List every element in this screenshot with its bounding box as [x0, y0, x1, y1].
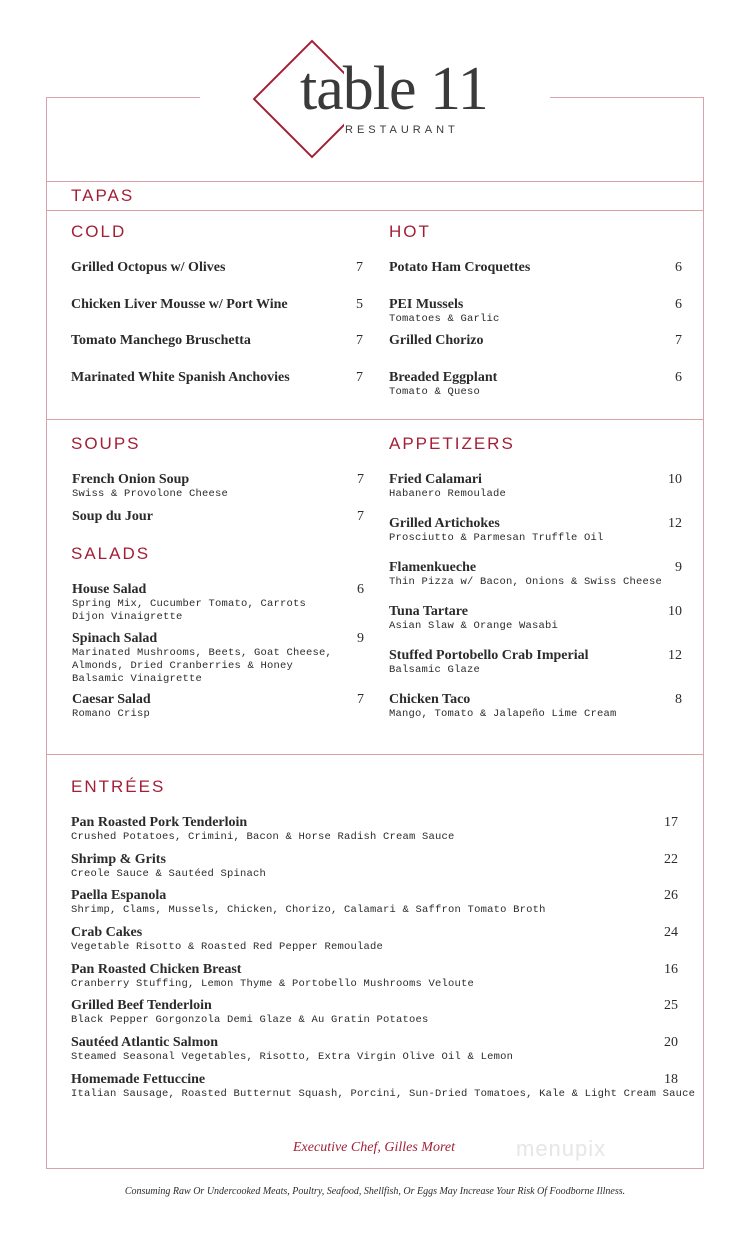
- menu-item-description: Steamed Seasonal Vegetables, Risotto, Extra Virgin Olive Oil & Lemon: [71, 1051, 514, 1063]
- menu-item-name: Tomato Manchego Bruschetta: [71, 333, 251, 348]
- menu-item: [72, 582, 306, 624]
- menu-item-price: 10: [668, 472, 682, 487]
- menu-item-price: 17: [664, 815, 678, 830]
- section-entrees: ENTRÉES: [71, 777, 166, 796]
- menu-item-price: 7: [357, 692, 364, 707]
- menu-item-name: Chicken Liver Mousse w/ Port Wine: [71, 297, 288, 312]
- menu-item: [72, 631, 332, 686]
- menu-item: [72, 472, 228, 501]
- menu-item-name: Pan Roasted Pork Tenderloin: [71, 815, 248, 830]
- menu-item-name: French Onion Soup: [72, 472, 190, 487]
- menu-item-price: 8: [675, 692, 682, 707]
- menu-item: [389, 604, 558, 633]
- menu-item: [389, 297, 500, 326]
- menu-item-description: Cranberry Stuffing, Lemon Thyme & Portobello Mushrooms Veloute: [71, 978, 475, 990]
- menu-item: [71, 962, 474, 991]
- menu-item-name: Breaded Eggplant: [389, 370, 498, 385]
- menu-item-description: Tomato & Queso: [389, 386, 481, 398]
- menu-item: [389, 692, 617, 721]
- menu-item: [71, 370, 290, 386]
- menu-item-description: Black Pepper Gorgonzola Demi Glaze & Au Gratin Potatoes: [71, 1014, 429, 1026]
- menu-item: [71, 925, 383, 954]
- menu-item: [71, 1035, 513, 1064]
- menu-item-description: Spring Mix, Cucumber Tomato, Carrots: [72, 598, 307, 610]
- menu-item-price: 12: [668, 516, 682, 531]
- menu-item-name: Grilled Beef Tenderloin: [71, 998, 212, 1013]
- menu-item-description: Prosciutto & Parmesan Truffle Oil: [389, 532, 604, 544]
- section-appetizers: APPETIZERS: [389, 434, 515, 453]
- menu-item-price: 7: [357, 509, 364, 524]
- menu-item-name: Grilled Artichokes: [389, 516, 500, 531]
- menu-item: [71, 852, 266, 881]
- menu-item-name: Pan Roasted Chicken Breast: [71, 962, 242, 977]
- menu-item-price: 7: [356, 333, 363, 348]
- menu-item-name: Crab Cakes: [71, 925, 143, 940]
- menu-item-price: 12: [668, 648, 682, 663]
- menu-item-description: Balsamic Vinaigrette: [72, 673, 203, 685]
- menu-item-price: 7: [356, 370, 363, 385]
- menu-item-name: Shrimp & Grits: [71, 852, 166, 867]
- menu-item-description: Asian Slaw & Orange Wasabi: [389, 620, 559, 632]
- menu-item: [389, 260, 530, 276]
- menu-item-description: Vegetable Risotto & Roasted Red Pepper Remoulade: [71, 941, 384, 953]
- menu-item-name: Marinated White Spanish Anchovies: [71, 370, 290, 385]
- menu-item: [72, 509, 153, 525]
- menu-item-name: Chicken Taco: [389, 692, 471, 707]
- menu-item-name: Tuna Tartare: [389, 604, 468, 619]
- menu-item-price: 10: [668, 604, 682, 619]
- menu-item-name: Stuffed Portobello Crab Imperial: [389, 648, 589, 663]
- menu-item: [71, 815, 455, 844]
- menu-item-price: 7: [675, 333, 682, 348]
- menu-item-price: 6: [675, 370, 682, 385]
- menu-item-name: Flamenkueche: [389, 560, 477, 575]
- menu-item-name: Fried Calamari: [389, 472, 482, 487]
- menu-item-price: 26: [664, 888, 678, 903]
- menu-item-description: Creole Sauce & Sautéed Spinach: [71, 868, 267, 880]
- menu-item: [71, 333, 251, 349]
- menu-item-price: 18: [664, 1072, 678, 1087]
- menu-item-name: Homemade Fettuccine: [71, 1072, 206, 1087]
- foodborne-disclaimer: Consuming Raw Or Undercooked Meats, Poultry, Seafood, Shellfish, Or Eggs May Increase Your Risk Of Foodborne Illness.: [124, 1186, 626, 1197]
- section-salads: SALADS: [71, 544, 151, 563]
- menu-item-description: Shrimp, Clams, Mussels, Chicken, Chorizo, Calamari & Saffron Tomato Broth: [71, 904, 546, 916]
- menu-item-description: Habanero Remoulade: [389, 488, 507, 500]
- menu-item-price: 22: [664, 852, 678, 867]
- menu-item-price: 7: [357, 472, 364, 487]
- menu-item-description: Almonds, Dried Cranberries & Honey: [72, 660, 294, 672]
- menu-item-price: 9: [675, 560, 682, 575]
- menu-item-name: House Salad: [72, 582, 147, 597]
- menu-item-name: Sautéed Atlantic Salmon: [71, 1035, 219, 1050]
- menu-item-description: Balsamic Glaze: [389, 664, 481, 676]
- menu-item: [389, 333, 484, 349]
- menu-item-description: Crushed Potatoes, Crimini, Bacon & Horse Radish Cream Sauce: [71, 831, 455, 843]
- menu-item-description: Mango, Tomato & Jalapeño Lime Cream: [389, 708, 617, 720]
- menu-item: [71, 998, 429, 1027]
- divider: [46, 181, 704, 182]
- menu-item-price: 16: [664, 962, 678, 977]
- menu-item-price: 9: [357, 631, 364, 646]
- menu-item: [389, 370, 497, 399]
- section-soups: SOUPS: [71, 434, 141, 453]
- divider: [46, 210, 704, 211]
- menu-item: [389, 560, 662, 589]
- menu-item: [71, 1072, 695, 1101]
- divider: [46, 754, 704, 755]
- menu-item-description: Romano Crisp: [72, 708, 151, 720]
- menu-item-description: Thin Pizza w/ Bacon, Onions & Swiss Cheese: [389, 576, 663, 588]
- logo-name: table 11: [300, 55, 488, 123]
- section-tapas: TAPAS: [71, 186, 135, 205]
- menu-item-price: 20: [664, 1035, 678, 1050]
- menu-item-price: 7: [356, 260, 363, 275]
- menu-item-name: PEI Mussels: [389, 297, 464, 312]
- menu-item-price: 24: [664, 925, 678, 940]
- menu-item-price: 25: [664, 998, 678, 1013]
- menu-item-description: Swiss & Provolone Cheese: [72, 488, 229, 500]
- menu-item: [71, 260, 225, 276]
- menu-item-price: 6: [675, 260, 682, 275]
- menu-item-name: Paella Espanola: [71, 888, 167, 903]
- menu-item-price: 5: [356, 297, 363, 312]
- menu-item-name: Caesar Salad: [72, 692, 151, 707]
- menu-item-name: Grilled Octopus w/ Olives: [71, 260, 226, 275]
- section-cold: COLD: [71, 222, 127, 241]
- divider: [46, 419, 704, 420]
- menu-item: [72, 692, 151, 721]
- menu-item-name: Soup du Jour: [72, 509, 153, 524]
- menu-item-name: Grilled Chorizo: [389, 333, 484, 348]
- menu-item-name: Potato Ham Croquettes: [389, 260, 531, 275]
- menu-item-description: Tomatoes & Garlic: [389, 313, 500, 325]
- section-hot: HOT: [389, 222, 431, 241]
- menu-item: [389, 516, 604, 545]
- menu-item-price: 6: [675, 297, 682, 312]
- executive-chef: Executive Chef, Gilles Moret: [293, 1140, 455, 1155]
- menupix-watermark: menupix: [516, 1136, 607, 1161]
- menu-item: [389, 648, 588, 677]
- menu-item: [389, 472, 506, 501]
- menu-item-price: 6: [357, 582, 364, 597]
- menu-item: [71, 888, 546, 917]
- menu-item-description: Marinated Mushrooms, Beets, Goat Cheese,: [72, 647, 333, 659]
- menu-item-description: Italian Sausage, Roasted Butternut Squash, Porcini, Sun-Dried Tomatoes, Kale & Light Cream Sauce: [71, 1088, 696, 1100]
- menu-item-name: Spinach Salad: [72, 631, 158, 646]
- menu-item-description: Dijon Vinaigrette: [72, 611, 183, 623]
- menu-item: [71, 297, 288, 313]
- logo-subtitle: RESTAURANT: [345, 124, 459, 136]
